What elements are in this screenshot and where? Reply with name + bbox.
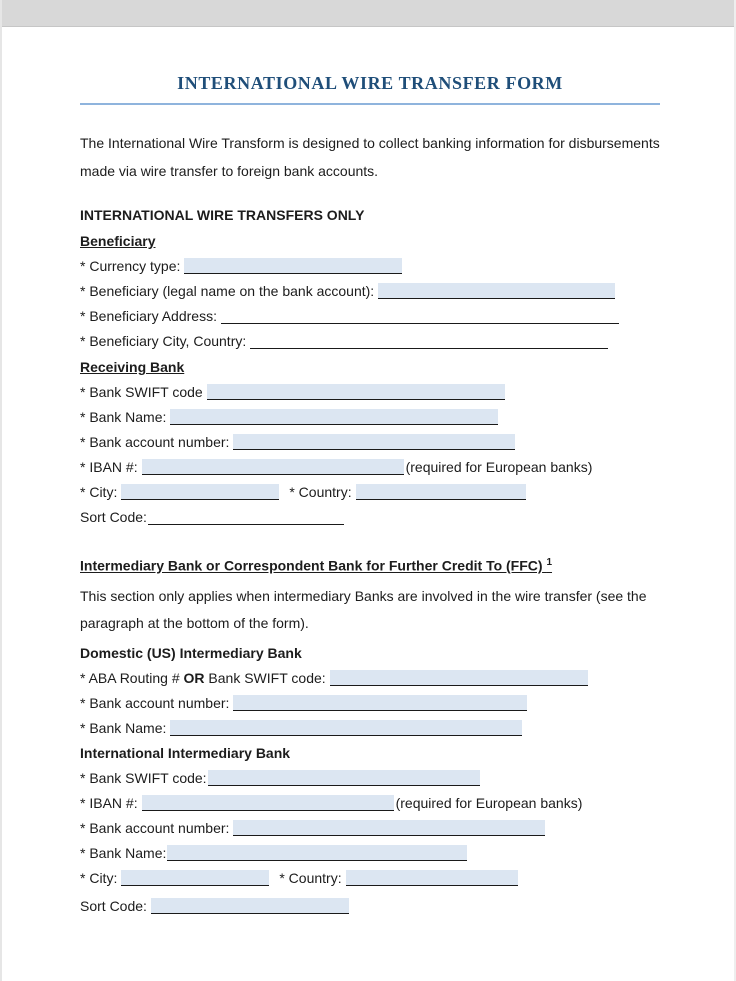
domestic-bank-name-field[interactable] — [170, 720, 522, 736]
receiving-sort-code-field[interactable] — [148, 509, 344, 525]
domestic-aba-label-or: OR — [183, 669, 205, 686]
receiving-sort-code-label: Sort Code: — [80, 509, 147, 525]
receiving-bank-name-field[interactable] — [170, 409, 498, 425]
title-divider — [80, 103, 660, 105]
receiving-iban-label: * IBAN #: — [80, 459, 138, 475]
international-swift-label: * Bank SWIFT code: — [80, 769, 207, 786]
receiving-iban-row — [80, 459, 660, 475]
receiving-city-label: * City: — [80, 484, 118, 500]
beneficiary-city-country-label: * Beneficiary City, Country: — [80, 333, 247, 349]
international-sort-code-field[interactable] — [151, 898, 349, 914]
receiving-country-field[interactable] — [356, 484, 526, 500]
heading-beneficiary: Beneficiary — [80, 233, 156, 249]
international-account-row — [80, 820, 660, 836]
international-iban-note: (required for European banks) — [395, 794, 583, 811]
form-content — [2, 27, 734, 914]
receiving-account-label: * Bank account number: — [80, 434, 230, 450]
intro-text: The International Wire Transform is designed to collect banking information for disbursements made via wire transfer to foreign bank accounts. — [80, 135, 660, 179]
heading-international-intermediary-bank: International Intermediary Bank — [80, 744, 291, 761]
international-iban-label: * IBAN #: — [80, 794, 138, 811]
receiving-city-country-row — [80, 484, 660, 500]
domestic-account-field[interactable] — [233, 695, 527, 711]
domestic-account-label: * Bank account number: — [80, 694, 230, 711]
international-iban-field[interactable] — [142, 795, 394, 811]
beneficiary-address-label: * Beneficiary Address: — [80, 308, 217, 324]
heading-intermediary-bank — [80, 557, 660, 574]
scan-edge-top — [2, 0, 734, 27]
currency-type-label: * Currency type: — [80, 258, 181, 274]
heading-receiving-bank: Receiving Bank — [80, 359, 185, 375]
receiving-bank-name-label: * Bank Name: — [80, 409, 167, 425]
international-bank-name-label: * Bank Name: — [80, 844, 167, 861]
international-country-label: * Country: — [279, 869, 342, 886]
receiving-swift-row — [80, 384, 660, 400]
beneficiary-city-country-row — [80, 333, 660, 349]
domestic-bank-name-row — [80, 720, 660, 736]
international-sort-code-label: Sort Code: — [80, 897, 147, 914]
international-sort-code-row — [80, 898, 660, 914]
international-swift-field[interactable] — [208, 770, 480, 786]
currency-type-row — [80, 258, 660, 274]
beneficiary-address-field[interactable] — [221, 308, 619, 324]
heading-domestic-intermediary-bank: Domestic (US) Intermediary Bank — [80, 644, 302, 661]
beneficiary-name-row — [80, 283, 660, 299]
receiving-iban-field[interactable] — [142, 459, 404, 475]
international-city-field[interactable] — [121, 870, 269, 886]
domestic-aba-label-post: Bank SWIFT code: — [204, 669, 326, 686]
receiving-swift-label: * Bank SWIFT code — [80, 384, 203, 400]
domestic-bank-name-label: * Bank Name: — [80, 719, 167, 736]
receiving-iban-note: (required for European banks) — [405, 459, 593, 475]
receiving-bank-name-row — [80, 409, 660, 425]
beneficiary-name-field[interactable] — [378, 283, 615, 299]
domestic-aba-swift-field[interactable] — [330, 670, 588, 686]
domestic-aba-label-pre: * ABA Routing # — [80, 669, 184, 686]
international-city-country-row — [80, 870, 660, 886]
international-swift-row — [80, 770, 660, 786]
receiving-city-field[interactable] — [121, 484, 279, 500]
international-iban-row — [80, 795, 660, 811]
beneficiary-address-row — [80, 308, 660, 324]
international-account-field[interactable] — [233, 820, 545, 836]
international-country-field[interactable] — [346, 870, 518, 886]
receiving-country-label: * Country: — [289, 484, 352, 500]
domestic-aba-swift-row — [80, 670, 660, 686]
international-account-label: * Bank account number: — [80, 819, 230, 836]
heading-intermediary-superscript: 1 — [546, 557, 553, 568]
international-bank-name-field[interactable] — [167, 845, 467, 861]
intermediary-note: This section only applies when intermediary Banks are involved in the wire transfer (see the paragraph at the bottom of the form). — [80, 587, 647, 631]
beneficiary-name-label: * Beneficiary (legal name on the bank account): — [80, 283, 375, 299]
receiving-account-row — [80, 434, 660, 450]
international-city-label: * City: — [80, 869, 118, 886]
beneficiary-city-country-field[interactable] — [250, 333, 608, 349]
heading-intermediary-bank-text: Intermediary Bank or Correspondent Bank for Further Credit To (FFC) — [80, 557, 543, 574]
heading-international-wire-transfers-only: INTERNATIONAL WIRE TRANSFERS ONLY — [80, 207, 365, 223]
domestic-account-row — [80, 695, 660, 711]
currency-type-field[interactable] — [184, 258, 402, 274]
page-title: INTERNATIONAL WIRE TRANSFER FORM — [177, 73, 563, 93]
receiving-swift-field[interactable] — [207, 384, 505, 400]
receiving-account-field[interactable] — [233, 434, 515, 450]
receiving-sort-code-row — [80, 509, 660, 525]
international-bank-name-row — [80, 845, 660, 861]
